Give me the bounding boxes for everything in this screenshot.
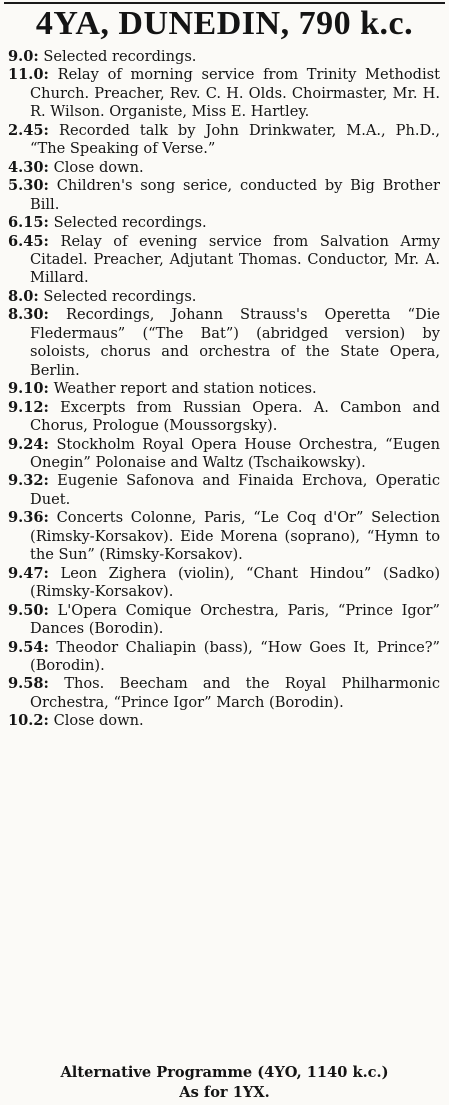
programme-item [8, 66, 440, 121]
programme-time: 6.45: [8, 232, 49, 250]
programme-text: Close down. [53, 712, 144, 730]
programme-text: Close down. [53, 158, 144, 176]
programme-text: Theodor Chaliapin (bass), “How Goes It, Prince?” (Borodin). [30, 638, 440, 674]
programme-item [8, 565, 440, 602]
alternative-programme-note: As for 1YX. [179, 1084, 270, 1101]
programme-text: Children's song serice, conducted by Big Brother Bill. [30, 177, 441, 213]
programme-text: Weather report and station notices. [53, 380, 317, 398]
programme-time: 4.30: [8, 158, 49, 176]
programme-time: 9.50: [8, 601, 49, 619]
programme-time: 8.30: [8, 306, 49, 324]
programme-item [8, 214, 440, 232]
programme-text: Recorded talk by John Drinkwater, M.A., Ph.D., “The Speaking of Verse.” [30, 121, 440, 158]
programme-time: 9.36: [8, 509, 49, 527]
programme-item [8, 675, 440, 712]
station-heading: 4YA, DUNEDIN, 790 k.c. [35, 5, 414, 42]
programme-time: 9.12: [8, 398, 49, 416]
programme-item [8, 639, 440, 676]
programme-text: Recordings, Johann Strauss's Operetta “Die Fledermaus” (“The Bat”) (abridged version) by soloists, chorus and orchestra of the State Opera, Berlin. [30, 306, 440, 379]
programme-time: 10.2: [8, 712, 49, 730]
programme-item [8, 233, 440, 288]
programme-text: Relay of morning service from Trinity Methodist Church. Preacher, Rev. C. H. Olds. Choirmaster, Mr. H. R. Wilson. Organiste, Miss E. Hartley. [30, 66, 441, 121]
programme-text: Stockholm Royal Opera House Orchestra, “Eugen Onegin” Polonaise and Waltz (Tschaikowsky). [30, 435, 440, 471]
programme-item [8, 712, 440, 730]
programme-time: 5.30: [8, 177, 49, 195]
programme-time: 9.24: [8, 435, 49, 453]
programme-text: Selected recordings. [53, 214, 207, 232]
programme-text: Selected recordings. [43, 287, 197, 305]
programme-time: 6.15: [8, 214, 49, 232]
programme-text: Concerts Colonne, Paris, “Le Coq d'Or” Selection (Rimsky-Korsakov). Eide Morena (soprano), “Hymn to the Sun” (Rimsky-Korsakov). [30, 509, 440, 564]
programme-time: 9.58: [8, 675, 49, 693]
programme-item [8, 472, 440, 509]
programme-text: Thos. Beecham and the Royal Philharmonic Orchestra, “Prince Igor” March (Borodin). [30, 675, 440, 711]
programme-list [8, 48, 440, 731]
programme-item [8, 177, 440, 214]
programme-text: Eugenie Safonova and Finaida Erchova, Operatic Duet. [30, 472, 441, 508]
programme-item [8, 48, 440, 66]
programme-time: 9.10: [8, 380, 49, 398]
programme-time: 9.47: [8, 564, 49, 582]
programme-time: 2.45: [8, 121, 49, 139]
programme-item [8, 306, 440, 380]
programme-time: 9.32: [8, 472, 49, 490]
programme-text: Selected recordings. [43, 48, 197, 65]
alternative-programme [0, 1063, 449, 1103]
programme-item [8, 399, 440, 436]
programme-item [8, 159, 440, 177]
programme-time: 11.0: [8, 66, 49, 84]
programme-text: Excerpts from Russian Opera. A. Cambon and Chorus, Prologue (Moussorgsky). [30, 398, 441, 435]
programme-item [8, 602, 440, 639]
programme-time: 9.54: [8, 638, 49, 656]
programme-item [8, 288, 440, 306]
programme-text: Leon Zighera (violin), “Chant Hindou” (Sadko) (Rimsky-Korsakov). [30, 564, 441, 601]
programme-time: 8.0: [8, 287, 39, 305]
programme-text: Relay of evening service from Salvation Army Citadel. Preacher, Adjutant Thomas. Conductor, Mr. A. Millard. [30, 232, 441, 287]
programme-item [8, 436, 440, 473]
alternative-programme-heading: Alternative Programme (4YO, 1140 k.c.) [60, 1064, 389, 1081]
programme-item [8, 509, 440, 564]
programme-time: 9.0: [8, 48, 39, 65]
programme-text: L'Opera Comique Orchestra, Paris, “Prince Igor” Dances (Borodin). [30, 601, 440, 638]
programme-item [8, 380, 440, 398]
programme-item [8, 122, 440, 159]
